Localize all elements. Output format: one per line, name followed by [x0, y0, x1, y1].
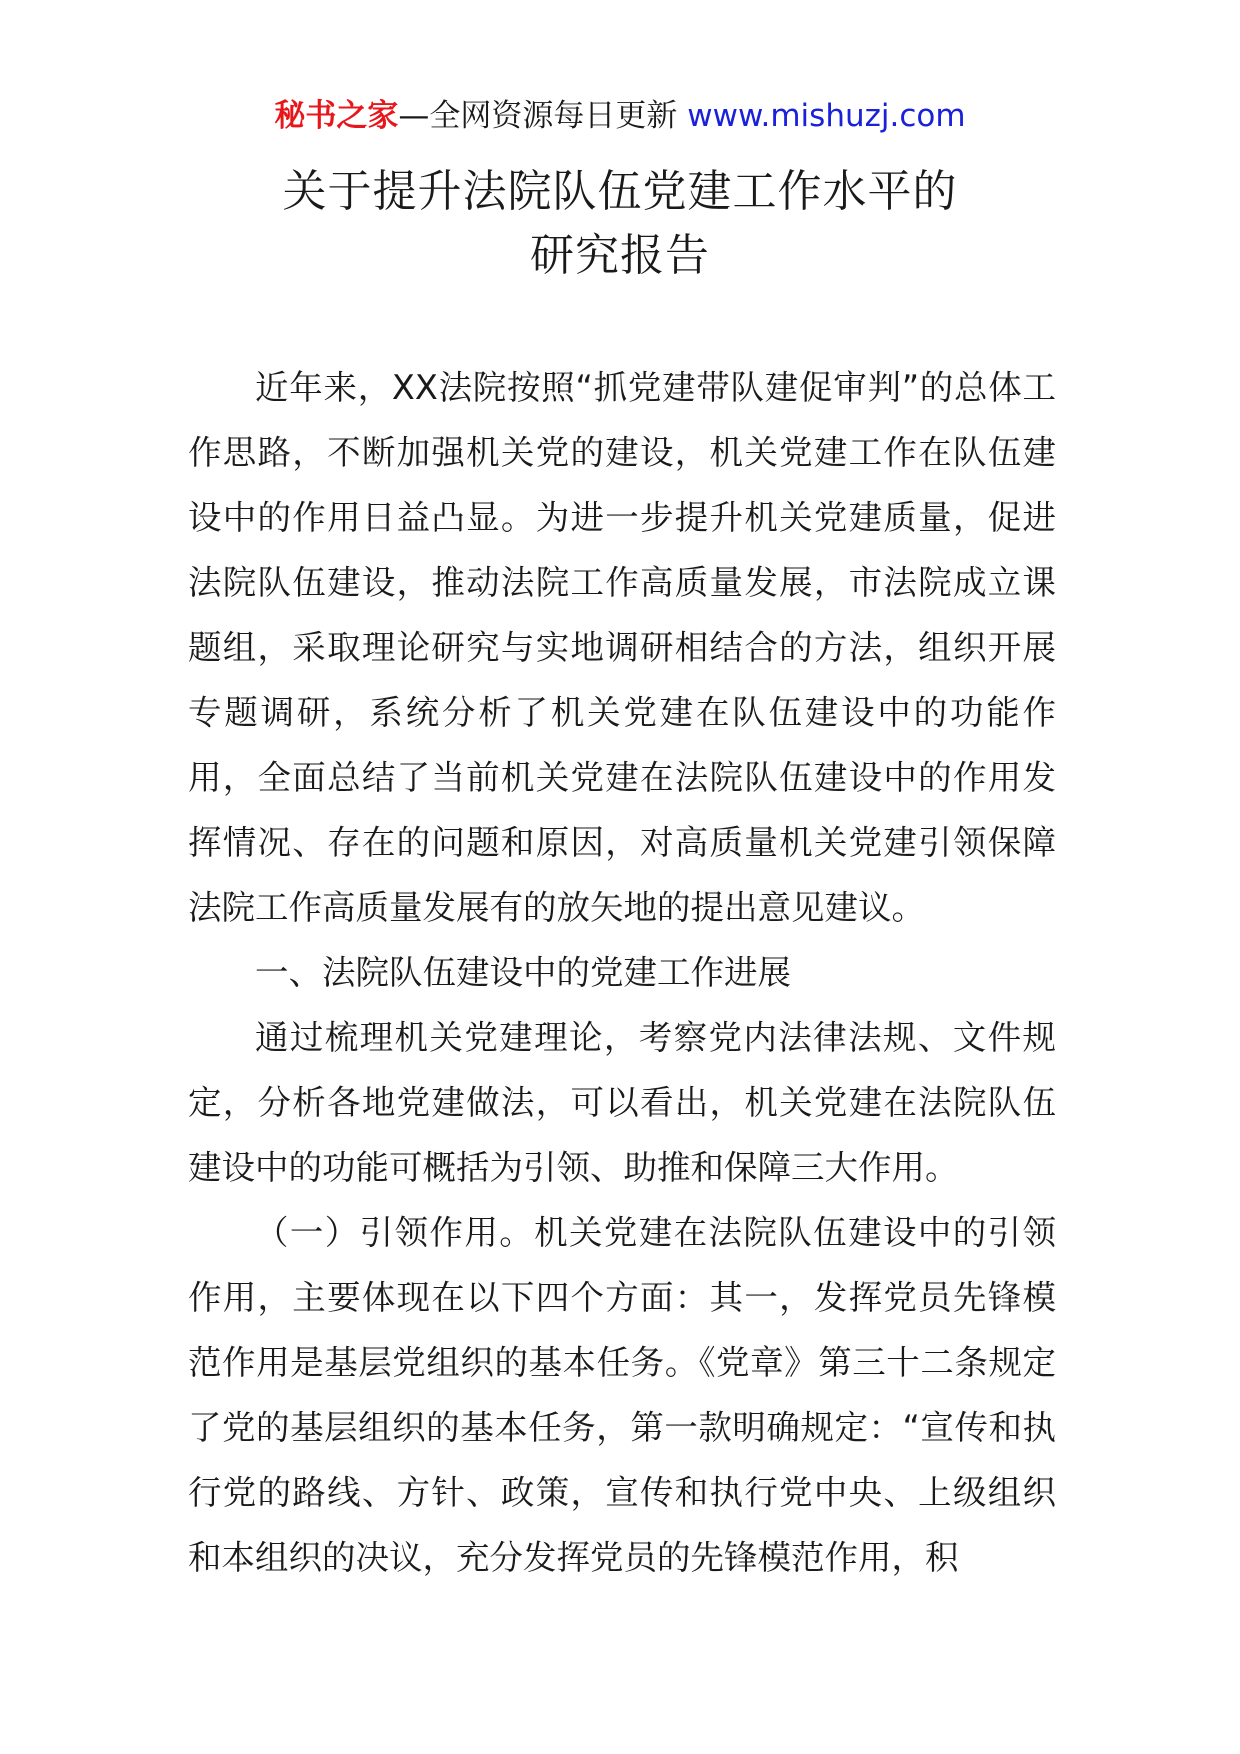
paragraph-leading-role: （一）引领作用。机关党建在法院队伍建设中的引领作用，主要体现在以下四个方面：其一，发挥党员先锋模范作用是基层党组织的基本任务。《党章》第三十二条规定了党的基层组织的基本任务，第一款明确规定：“宣传和执行党的路线、方针、政策，宣传和执行党中央、上级组织和本组织的决议，充分发挥党员的先锋模范作用，积: [188, 1213, 1056, 1577]
brand-name: 秘书之家: [274, 98, 399, 134]
title-line-1: 关于提升法院队伍党建工作水平的: [282, 166, 958, 217]
section-heading: 一、法院队伍建设中的党建工作进展: [255, 953, 791, 992]
paragraph-intro: 近年来，XX法院按照“抓党建带队建促审判”的总体工作思路，不断加强机关党的建设，机关党建工作在队伍建设中的作用日益凸显。为进一步提升机关党建质量，促进法院队伍建设，推动法院工作高质量发展，市法院成立课题组，采取理论研究与实地调研相结合的方法，组织开展专题调研，系统分析了机关党建在队伍建设中的功能作用，全面总结了当前机关党建在法院队伍建设中的作用发挥情况、存在的问题和原因，对高质量机关党建引领保障法院工作高质量发展有的放矢地的提出意见建议。: [188, 368, 1056, 927]
document-title: [0, 160, 1240, 288]
title-line-2: 研究报告: [530, 230, 710, 281]
paragraph-overview: 通过梳理机关党建理论，考察党内法律法规、文件规定，分析各地党建做法，可以看出，机关党建在法院队伍建设中的功能可概括为引领、助推和保障三大作用。: [188, 1018, 1056, 1187]
document-body: [188, 355, 1056, 1590]
site-header: [0, 96, 1240, 136]
header-slogan: —全网资源每日更新: [398, 98, 678, 134]
site-url-link[interactable]: www.mishuzj.com: [687, 98, 966, 134]
